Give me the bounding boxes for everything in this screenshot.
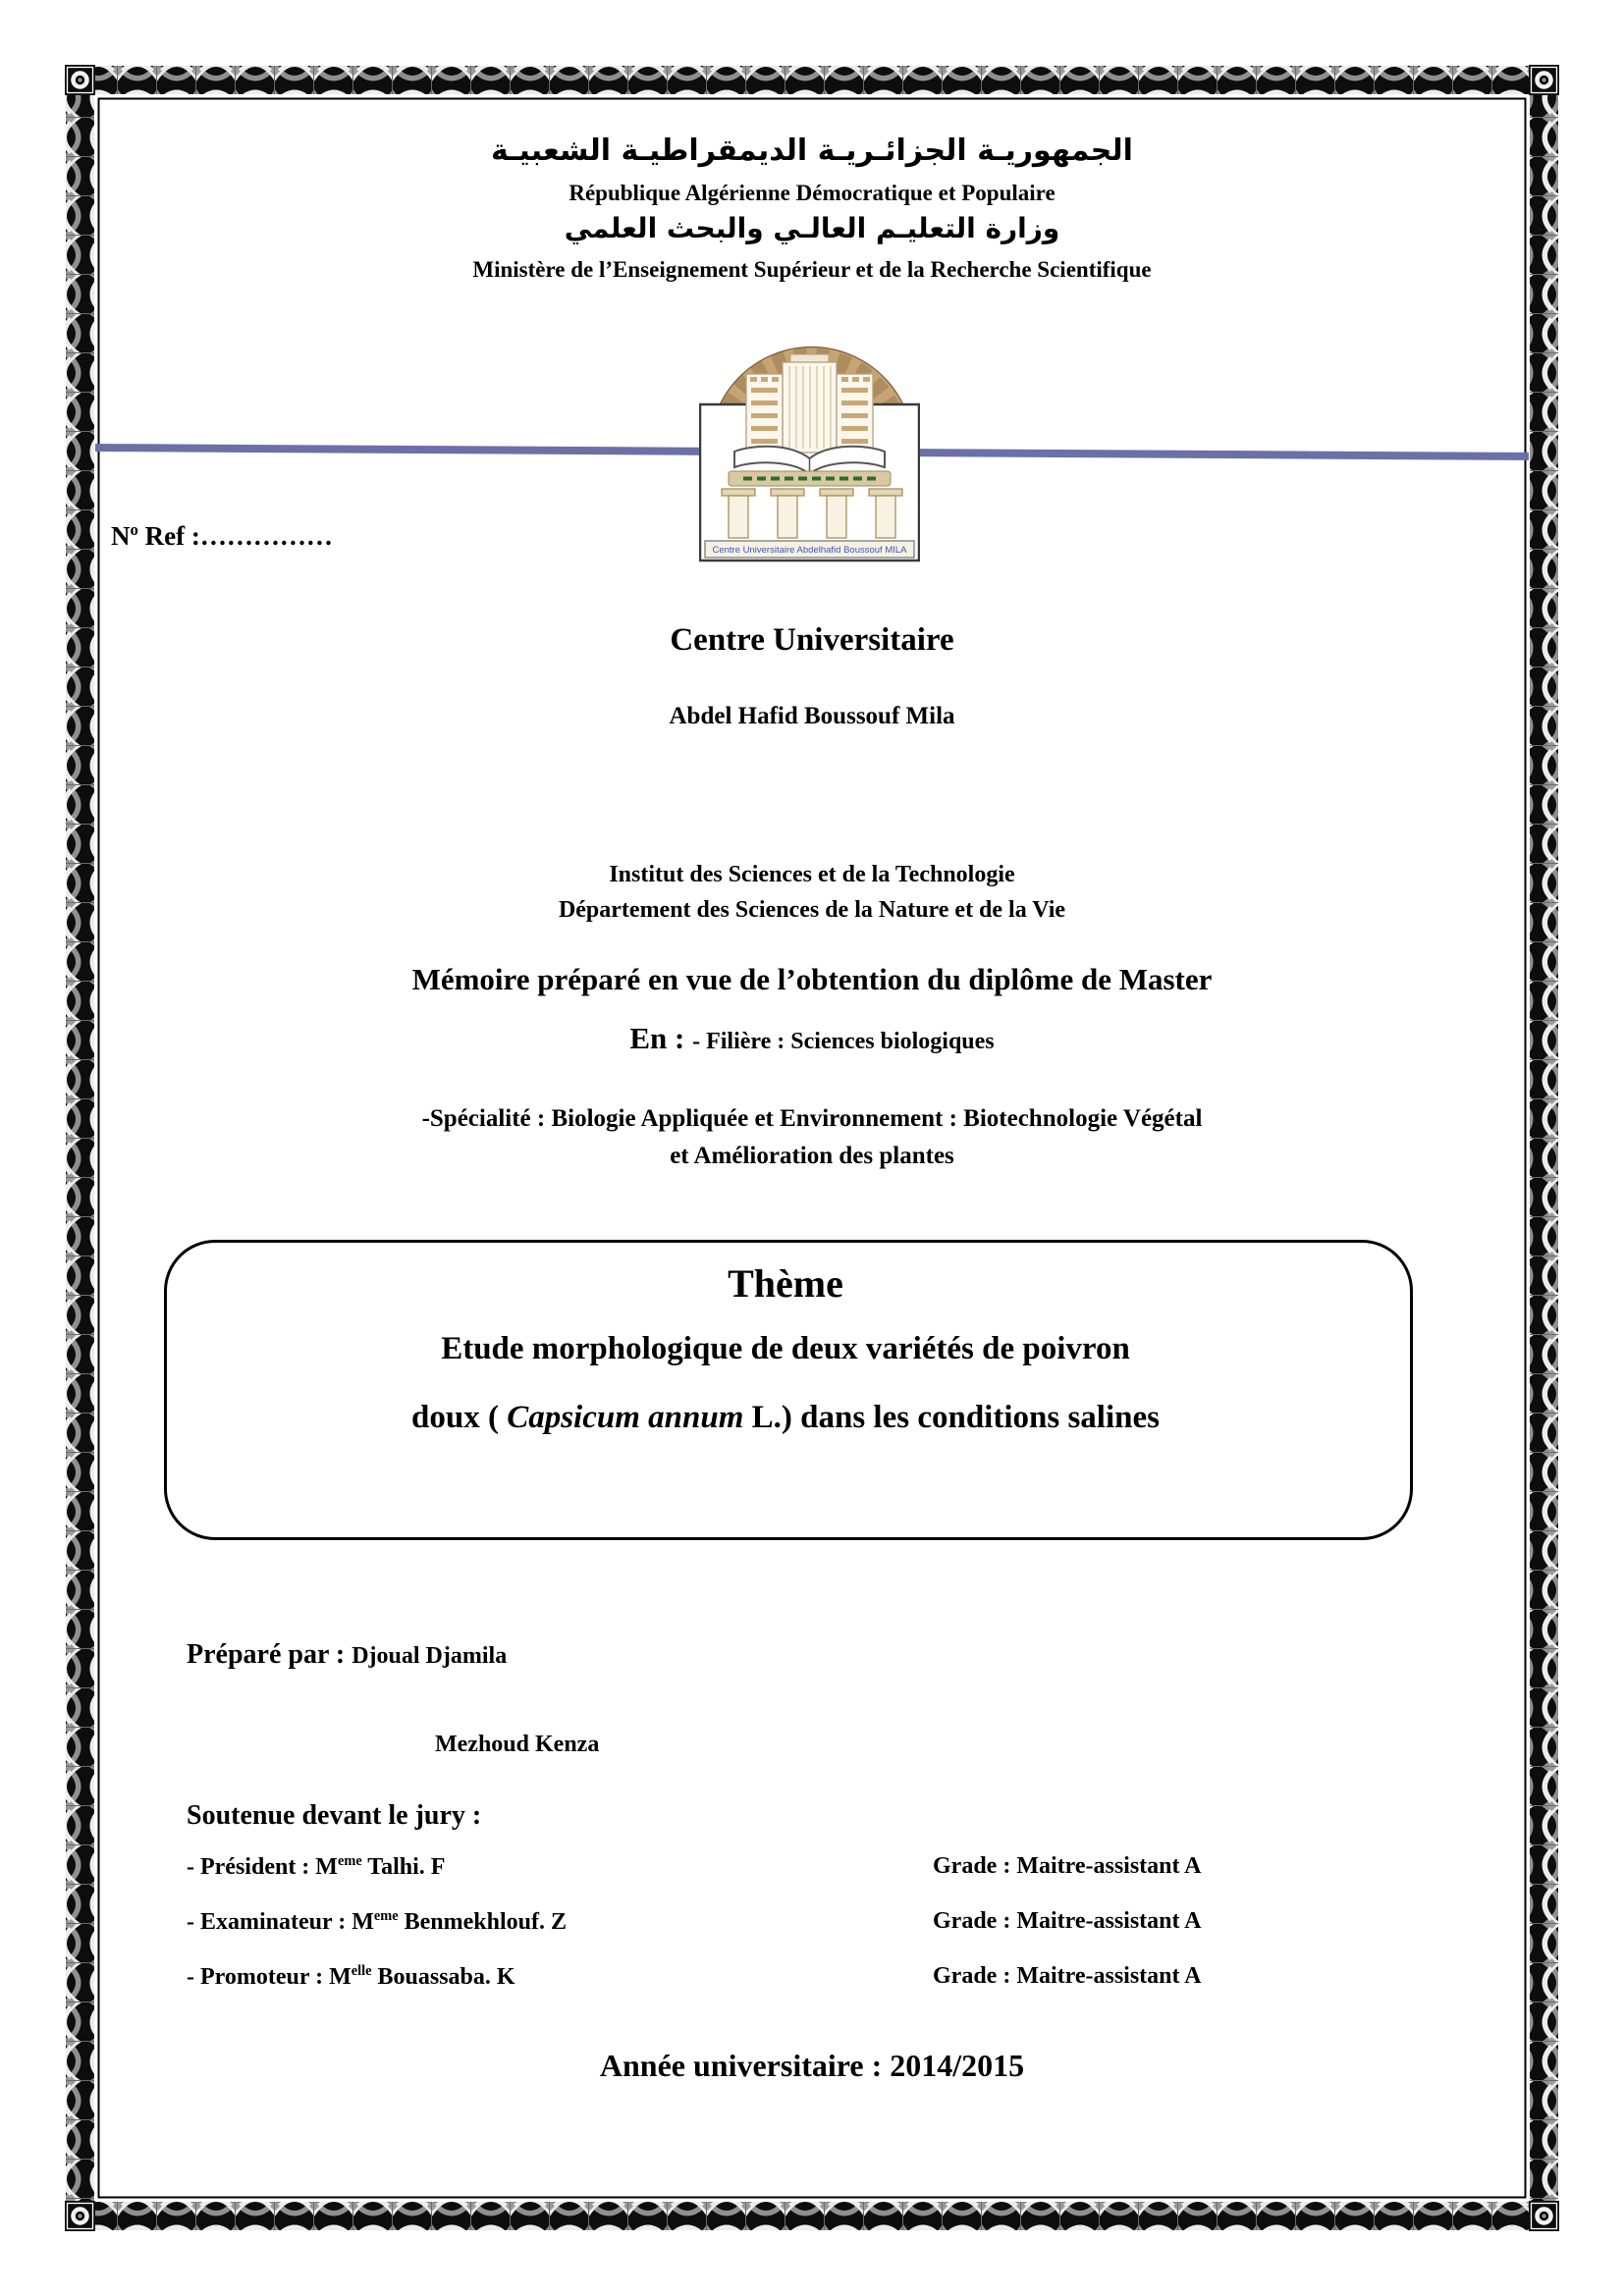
jury-member-name: Talhi. F <box>361 1854 446 1880</box>
header-french-ministry: Ministère de l’Enseignement Supérieur et de la Recherche Scientifique <box>472 257 1152 282</box>
ref-sup: o <box>130 520 138 539</box>
prepared-by-label: Préparé par : <box>187 1639 352 1670</box>
reference-number-line <box>111 520 333 552</box>
jury-member <box>187 1963 515 1991</box>
header-french-republic: République Algérienne Démocratique et Populaire <box>568 181 1056 205</box>
filiere-value: - Filière : Sciences biologiques <box>692 1029 995 1054</box>
jury-member-prefix: - Examinateur : M <box>187 1909 374 1935</box>
header-arabic-ministry: وزارة التعليـم العالـي والبحث العلمي <box>564 212 1060 244</box>
border-corner-bottom-right <box>1529 2201 1559 2231</box>
jury-grade: Grade : Maitre-assistant A <box>933 1963 1202 1989</box>
theme-line2-post: L.) dans les conditions salines <box>743 1400 1160 1435</box>
jury-row-examinateur <box>0 1908 1624 1949</box>
filiere-en: En : <box>629 1021 693 1055</box>
jury-grade: Grade : Maitre-assistant A <box>933 1908 1202 1934</box>
prepared-by-line <box>187 1639 507 1671</box>
theme-line-2 <box>164 1400 1407 1436</box>
university-logo-drawing <box>699 327 920 562</box>
jury-member-prefix: - Président : M <box>187 1854 338 1880</box>
jury-member-title-sup: eme <box>337 1853 362 1869</box>
jury-member-name: Benmekhlouf. Z <box>398 1909 568 1935</box>
jury-member-prefix: - Promoteur : M <box>187 1964 352 1990</box>
theme-line2-pre: doux ( <box>411 1400 508 1435</box>
university-title: Centre Universitaire <box>670 622 954 658</box>
jury-member <box>187 1908 567 1936</box>
academic-year: Année universitaire : 2014/2015 <box>599 2048 1025 2083</box>
border-band-bottom <box>94 2202 1530 2230</box>
logo-banner <box>705 541 914 558</box>
filiere-line <box>98 1021 1526 1056</box>
jury-row-promoteur <box>0 1963 1624 2004</box>
logo-banner-text: Centre Universitaire Abdelhafid Boussouf MILA <box>712 545 907 556</box>
jury-member-title-sup: elle <box>351 1963 372 1979</box>
border-corner-bottom-left <box>65 2201 95 2231</box>
theme-line-1: Etude morphologique de deux variétés de poivron <box>441 1331 1130 1366</box>
logo-title-band <box>729 471 891 486</box>
institute-line: Institut des Sciences et de la Technologie <box>609 862 1015 887</box>
theme-species-name: Capsicum annum <box>507 1400 744 1435</box>
ref-dots: Ref :…………… <box>137 521 333 551</box>
specialite-line-1: -Spécialité : Biologie Appliquée et Environnement : Biotechnologie Végétal <box>421 1105 1203 1132</box>
jury-row-president <box>0 1853 1624 1895</box>
jury-member-title-sup: eme <box>373 1908 399 1924</box>
jury-grade: Grade : Maitre-assistant A <box>933 1853 1202 1879</box>
jury-member-name: Bouassaba. K <box>371 1964 515 1990</box>
theme-title: Thème <box>728 1261 843 1306</box>
memoire-line: Mémoire préparé en vue de l’obtention du diplôme de Master <box>411 962 1213 996</box>
university-logo <box>699 327 920 562</box>
department-line: Département des Sciences de la Nature et de la Vie <box>558 897 1066 923</box>
jury-heading: Soutenue devant le jury : <box>187 1800 482 1831</box>
border-corner-top-right <box>1529 65 1559 95</box>
jury-member <box>187 1853 445 1881</box>
border-band-top <box>94 66 1530 94</box>
header-arabic-republic: الجمهوريـة الجزائـريـة الديمقراطيـة الشعبيـة <box>491 133 1133 168</box>
university-subtitle: Abdel Hafid Boussouf Mila <box>669 703 955 729</box>
border-corner-top-left <box>65 65 95 95</box>
specialite-line-2: et Amélioration des plantes <box>670 1143 954 1169</box>
ref-n: N <box>111 521 131 551</box>
author-1: Djoual Djamila <box>352 1643 508 1669</box>
author-2: Mezhoud Kenza <box>435 1732 600 1757</box>
